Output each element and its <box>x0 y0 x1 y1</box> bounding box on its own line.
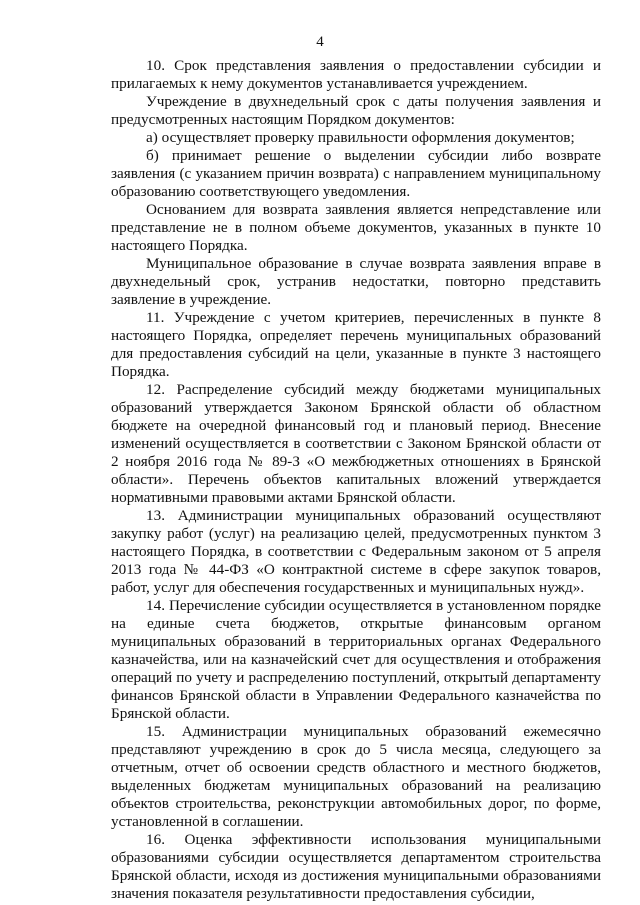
paragraph-10: 10. Срок представления заявления о предоставлении субсидии и прилагаемых к нему документов устанавливается учреждением. <box>111 57 601 92</box>
paragraph-11: 11. Учреждение с учетом критериев, перечисленных в пункте 8 настоящего Порядка, определяет перечень муниципальных образований для предоставления субсидий на цели, указанные в пункте 3 настоящего Порядка. <box>111 309 601 380</box>
paragraph-return-grounds: Основанием для возврата заявления является непредставление или представление не в полном объеме документов, указанных в пункте 10 настоящего Порядка. <box>111 201 601 254</box>
paragraph-16: 16. Оценка эффективности использования муниципальными образованиями субсидии осуществляется департаментом строительства Брянской области, исходя из достижения муниципальными образованиями значения показателя результативности предоставления субсидии, <box>111 831 601 902</box>
page-number: 4 <box>316 34 324 50</box>
paragraph-item-b: б) принимает решение о выделении субсидии либо возврате заявления (с указанием причин возврата) с направлением муниципальному образованию соответствующего уведомления. <box>111 147 601 200</box>
paragraph-15: 15. Администрации муниципальных образований ежемесячно представляют учреждению в срок до 5 числа месяца, следующего за отчетным, отчет об освоении средств областного и местного бюджетов, выделенных бюджетам муниципальных образований на реализацию объектов строительства, реконструкции автомобильных дорог, по форме, установленной в соглашении. <box>111 723 601 830</box>
paragraph-14: 14. Перечисление субсидии осуществляется в установленном порядке на единые счета бюджетов, открытые финансовым органом муниципальных образований в территориальных органах Федерального казначейства, или на казначейский счет для осуществления и отображения операций по учету и распределению поступлений, открытый департаменту финансов Брянской области в Управлении Федерального казначейства по Брянской области. <box>111 597 601 722</box>
paragraph-item-a: а) осуществляет проверку правильности оформления документов; <box>146 129 575 146</box>
paragraph-12: 12. Распределение субсидий между бюджетами муниципальных образований утверждается Законом Брянской области об областном бюджете на очередной финансовый год и плановый период. Внесение изменений осуществляется в соответствии с Законом Брянской области от 2 ноября 2016 года № 89-З «О межбюджетных отношениях в Брянской области». Перечень объектов капитальных вложений утверждается нормативными правовыми актами Брянской области. <box>111 381 601 506</box>
paragraph-review-period: Учреждение в двухнедельный срок с даты получения заявления и предусмотренных настоящим Порядком документов: <box>111 93 601 128</box>
document-body <box>111 57 601 903</box>
paragraph-13: 13. Администрации муниципальных образований осуществляют закупку работ (услуг) на реализацию целей, предусмотренных пунктом 3 настоящего Порядка, в соответствии с Федеральным законом от 5 апреля 2013 года № 44-ФЗ «О контрактной системе в сфере закупок товаров, работ, услуг для обеспечения государственных и муниципальных нужд». <box>111 507 601 596</box>
paragraph-resubmission: Муниципальное образование в случае возврата заявления вправе в двухнедельный срок, устранив недостатки, повторно представить заявление в учреждение. <box>111 255 601 308</box>
